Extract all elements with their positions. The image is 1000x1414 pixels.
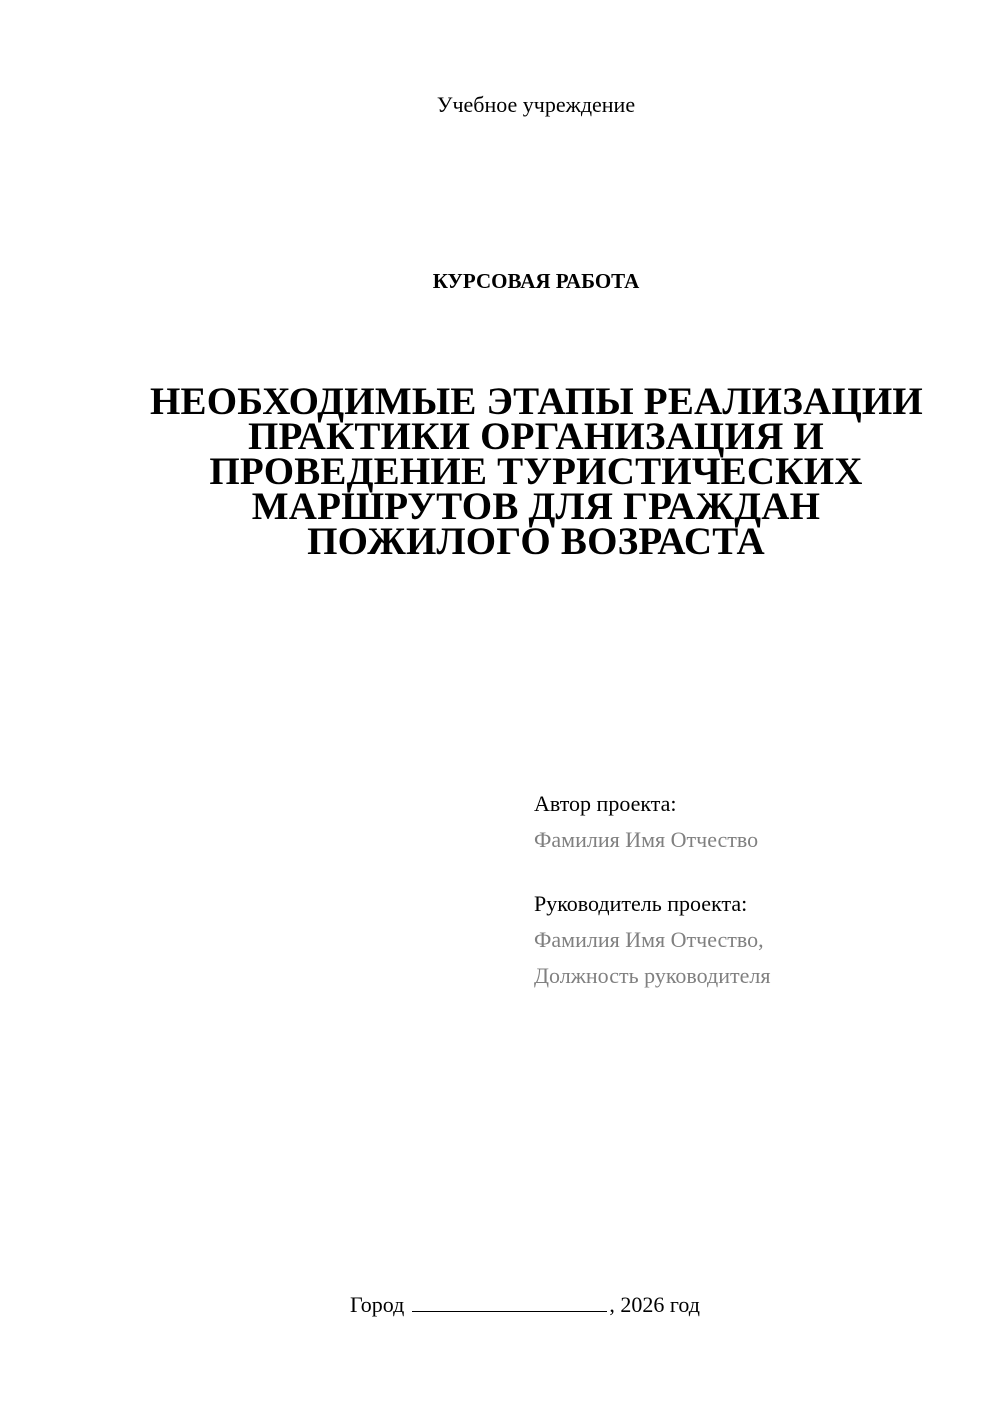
title-line: НЕОБХОДИМЫЕ ЭТАПЫ РЕАЛИЗАЦИИ (150, 380, 923, 423)
city-year-line (350, 1290, 700, 1320)
year-text: , 2026 год (609, 1292, 700, 1317)
institution-name: Учебное учреждение (436, 92, 636, 117)
supervisor-name-placeholder: Фамилия Имя Отчество, (534, 927, 764, 952)
work-type-heading: КУРСОВАЯ РАБОТА (432, 269, 640, 293)
author-label: Автор проекта: (534, 791, 677, 816)
title-line: МАРШРУТОВ ДЛЯ ГРАЖДАН (251, 485, 821, 528)
author-name-placeholder: Фамилия Имя Отчество (534, 827, 759, 852)
title-line: ПОЖИЛОГО ВОЗРАСТА (307, 520, 765, 563)
authors-block (534, 786, 974, 994)
supervisor-label: Руководитель проекта: (534, 891, 748, 916)
title-line: ПРОВЕДЕНИЕ ТУРИСТИЧЕСКИХ (209, 450, 863, 493)
supervisor-position-placeholder: Должность руководителя (534, 963, 771, 988)
city-blank-line (412, 1291, 607, 1312)
spacer (534, 858, 974, 886)
title-line: ПРАКТИКИ ОРГАНИЗАЦИЯ И (248, 415, 824, 458)
document-title (150, 380, 923, 563)
city-label: Город (350, 1292, 405, 1317)
